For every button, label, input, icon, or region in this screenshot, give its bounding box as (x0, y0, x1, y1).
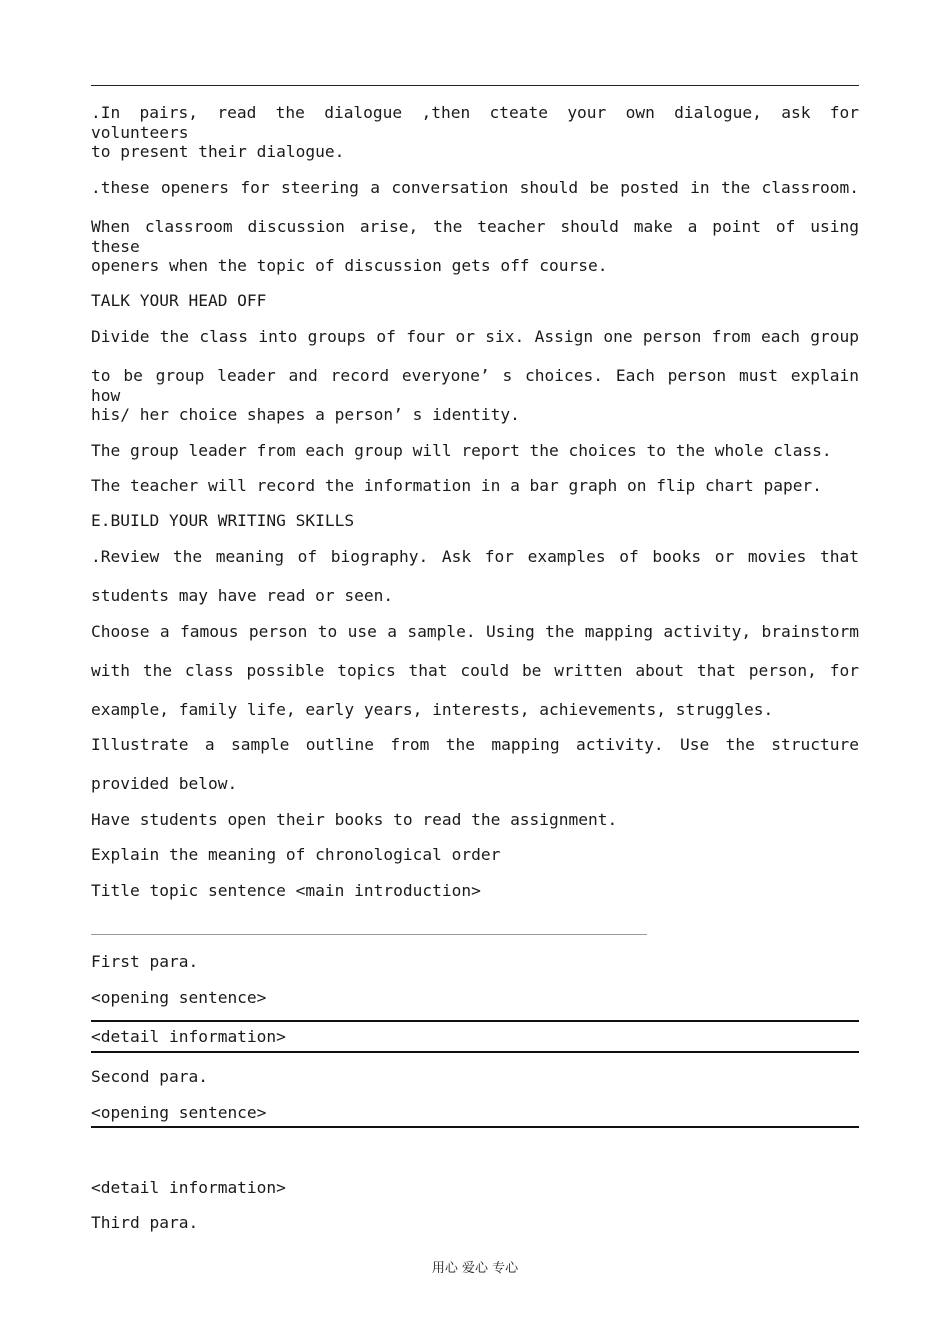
text-line: example, family life, early years, interests, achievements, struggles. (91, 700, 774, 719)
text-line: .these openers for steering a conversation should be posted in the classroom. (91, 178, 859, 197)
text-line: to be group leader and record everyone’ s choices. Each person must explain how (91, 366, 859, 405)
text-line: The group leader from each group will report the choices to the whole class. (91, 441, 832, 460)
text-line: to present their dialogue. (91, 142, 345, 161)
text-line: provided below. (91, 774, 238, 793)
page-footer: 用心 爱心 专心 (431, 1261, 519, 1276)
text-line: The teacher will record the information in a bar graph on flip chart paper. (91, 476, 822, 495)
text-line: Illustrate a sample outline from the mapping activity. Use the structure (91, 735, 859, 754)
text-line: students may have read or seen. (91, 586, 394, 605)
outline-label: Third para. (91, 1213, 199, 1232)
section-heading: E.BUILD YOUR WRITING SKILLS (91, 511, 355, 530)
outline-placeholder: <opening sentence> (91, 1103, 267, 1122)
header-rule (91, 85, 859, 86)
text-line: openers when the topic of discussion gets off course. (91, 256, 608, 275)
text-line: his/ her choice shapes a person’ s identity. (91, 405, 520, 424)
text-line: with the class possible topics that could be written about that person, for (91, 661, 859, 680)
outline-placeholder: <opening sentence> (91, 988, 267, 1007)
text-line: .Review the meaning of biography. Ask for examples of books or movies that (91, 547, 859, 566)
outline-label: First para. (91, 952, 199, 971)
text-line: Have students open their books to read the assignment. (91, 810, 618, 829)
blank-line-rule (91, 1126, 859, 1128)
text-line: When classroom discussion arise, the teacher should make a point of using these (91, 217, 859, 256)
text-line: Choose a famous person to use a sample. Using the mapping activity, brainstorm (91, 622, 859, 641)
outline-label: Second para. (91, 1067, 208, 1086)
blank-line-rule (91, 1051, 859, 1053)
text-line: .In pairs, read the dialogue ,then cteate your own dialogue, ask for volunteers (91, 103, 859, 142)
blank-line-rule (91, 934, 647, 935)
outline-placeholder: <detail information> (91, 1027, 286, 1046)
section-heading: TALK YOUR HEAD OFF (91, 291, 267, 310)
text-line: Explain the meaning of chronological order (91, 845, 501, 864)
blank-line-rule (91, 1020, 859, 1022)
text-line: Title topic sentence <main introduction> (91, 881, 481, 900)
outline-placeholder: <detail information> (91, 1178, 286, 1197)
text-line: Divide the class into groups of four or six. Assign one person from each group (91, 327, 859, 346)
